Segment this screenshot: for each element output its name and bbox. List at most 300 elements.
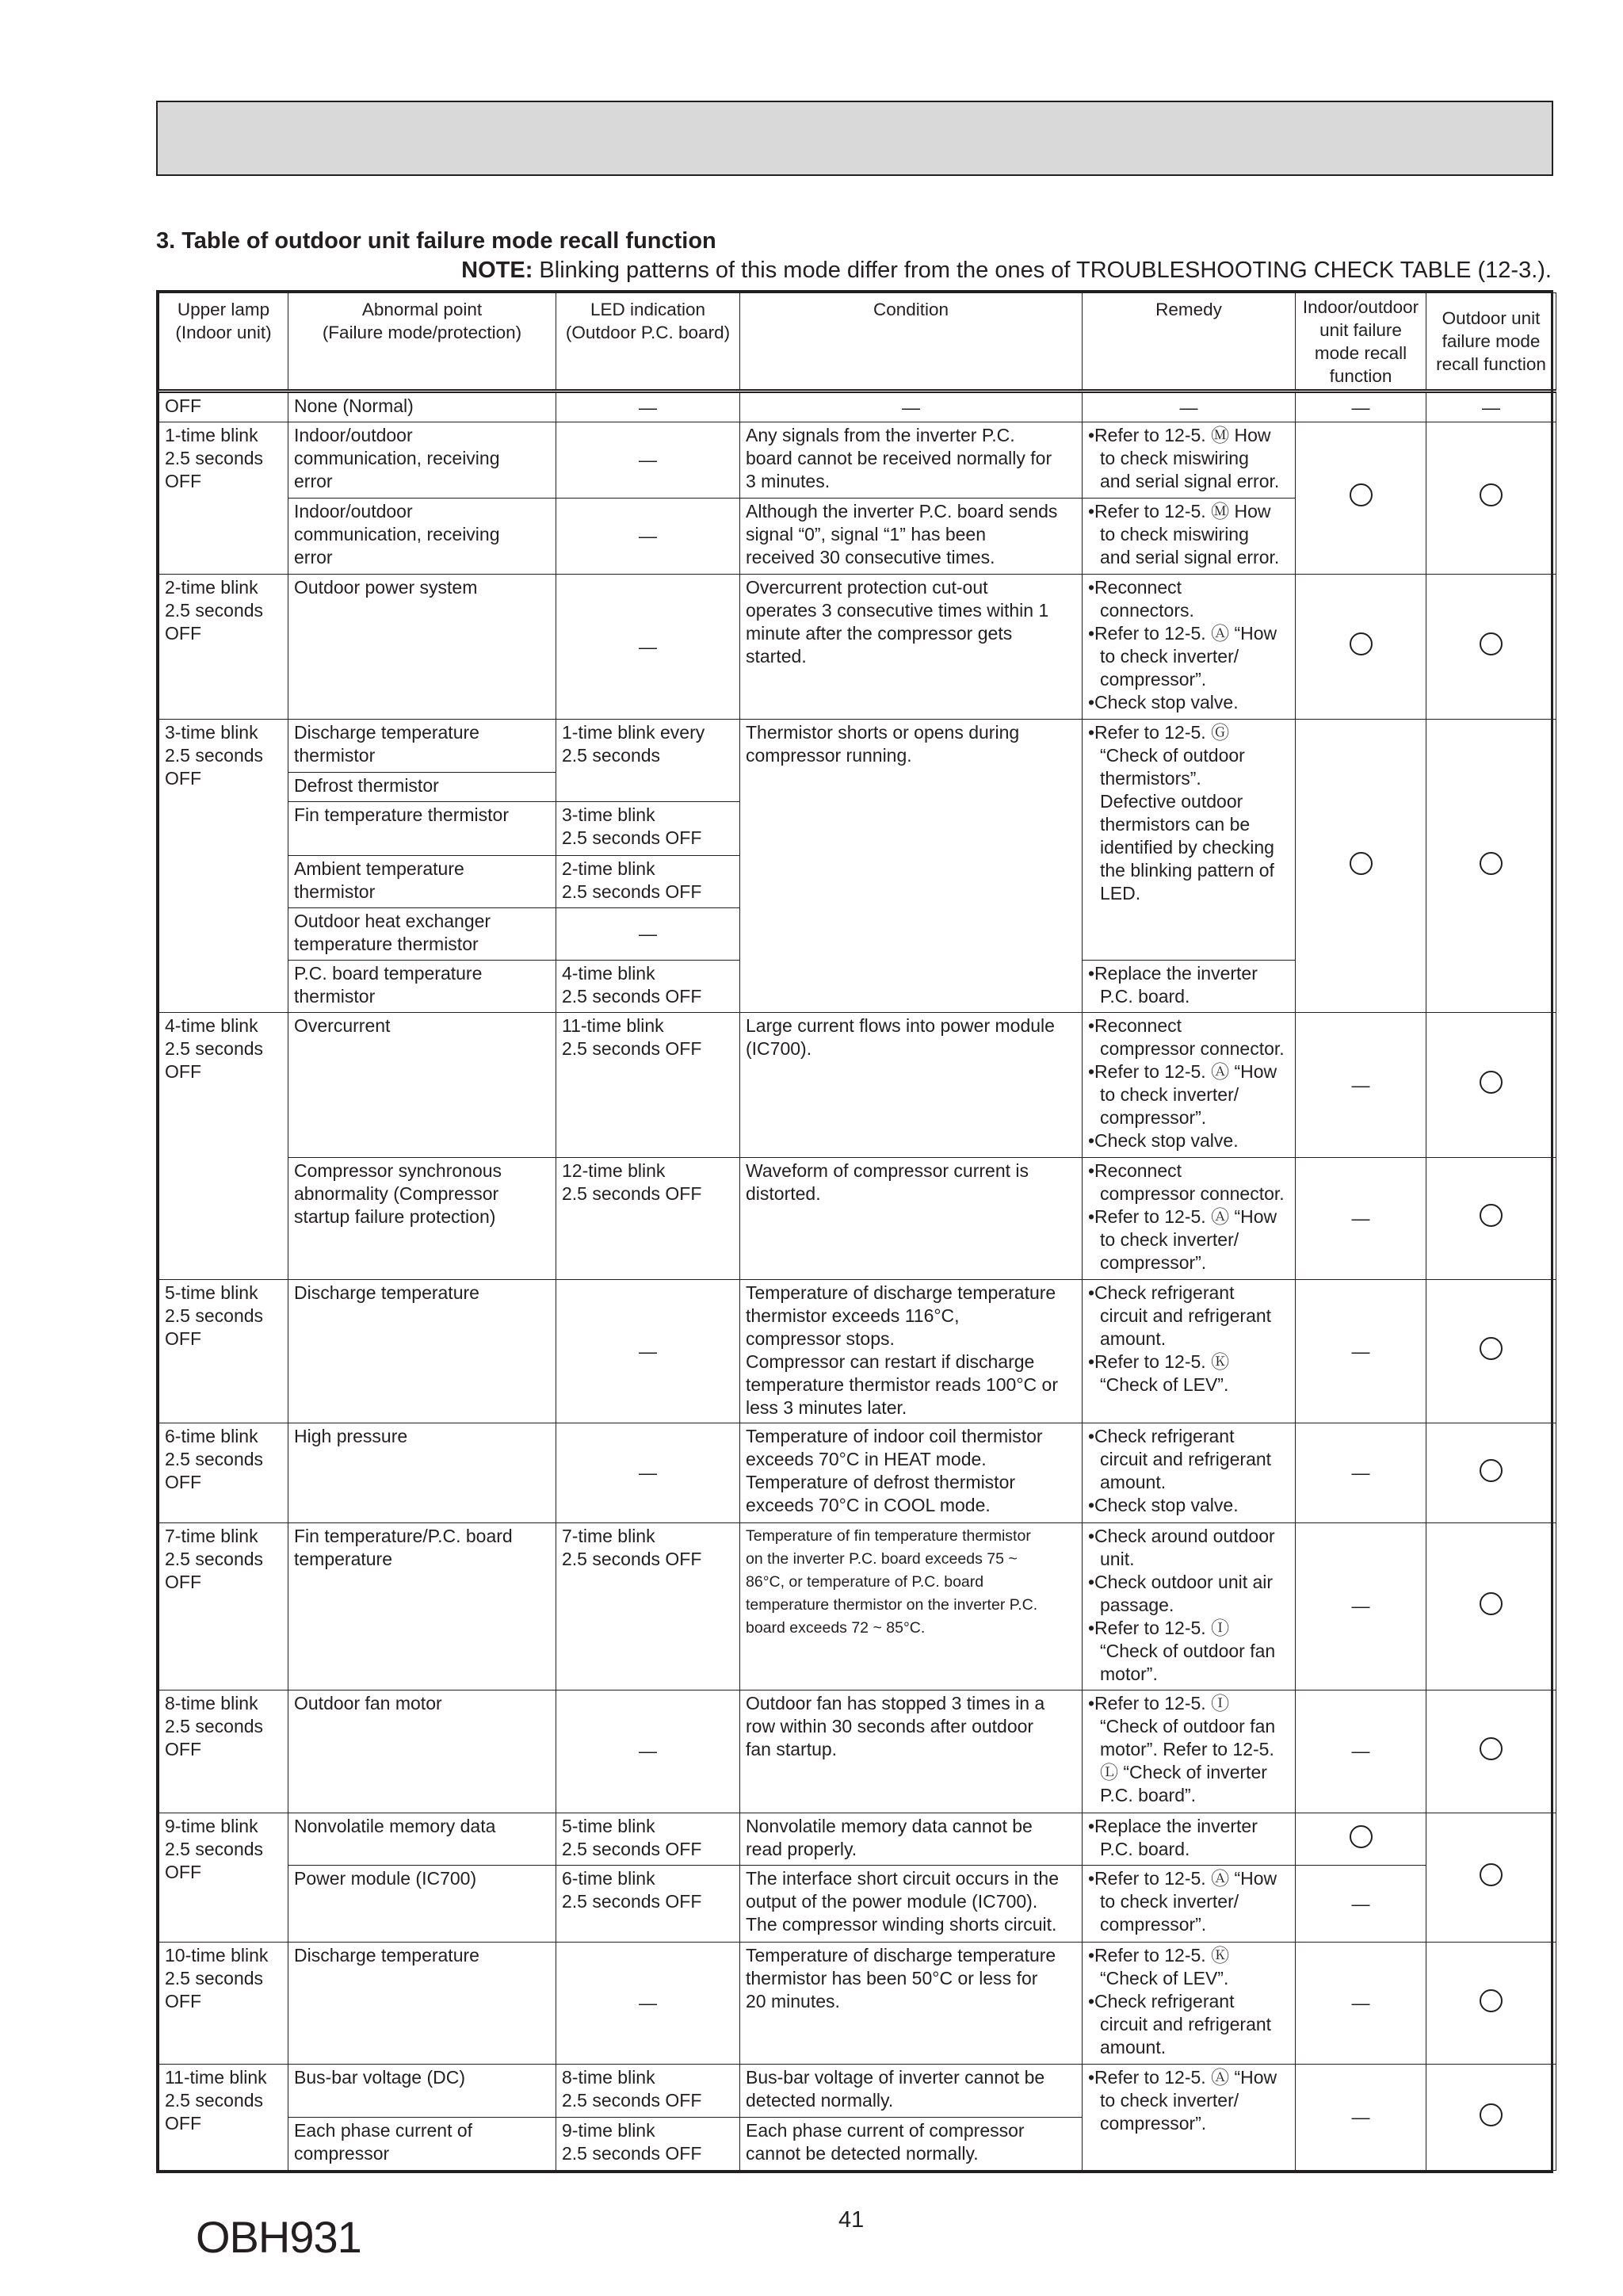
abnormal-cell: Outdoor fan motor: [288, 1690, 556, 1813]
abnormal-cell: [288, 422, 556, 498]
abnormal-cell: [288, 720, 556, 773]
page-number: 41: [838, 2207, 865, 2233]
cell-line: OFF: [165, 1990, 201, 2011]
cell-line: 2.5 seconds OFF: [562, 2142, 702, 2164]
cell-line: Compressor can restart if discharge: [746, 1350, 1035, 1372]
cell-line: 2.5 seconds: [165, 2090, 264, 2111]
dash-mark: —: [1351, 1893, 1370, 1914]
cell-line: failure mode: [1442, 331, 1541, 352]
cell-line: Each phase current of compressor: [746, 2119, 1025, 2141]
cell-line: OFF: [165, 2113, 201, 2134]
cell-line: received 30 consecutive times.: [746, 546, 995, 567]
cell-line: “Check of LEV”.: [1100, 1373, 1229, 1395]
dash-mark: —: [639, 449, 657, 470]
cell-line: thermistors can be: [1100, 814, 1251, 835]
circle-mark: [1480, 483, 1503, 506]
cell-line: 3-time blink: [165, 722, 258, 743]
cell-line: 2.5 seconds OFF: [562, 1891, 702, 1912]
cell-line: compressor”.: [1100, 1914, 1207, 1935]
cell-line: Temperature of defrost thermistor: [746, 1472, 1016, 1493]
condition-cell: [740, 1942, 1083, 2065]
cell-line: thermistor: [294, 881, 376, 902]
cell-line: 7-time blink: [165, 1525, 258, 1546]
led-cell: [556, 422, 740, 498]
cell-line: •Check refrigerant: [1088, 1990, 1235, 2011]
led-cell: [556, 392, 740, 422]
indoor-recall-cell: [1296, 1423, 1426, 1522]
cell-line: 2.5 seconds OFF: [562, 1548, 702, 1569]
table-row: [159, 1866, 1556, 1942]
cell-line: 2-time blink: [165, 577, 258, 598]
cell-line: Although the inverter P.C. board sends: [746, 500, 1058, 521]
section-title: 3. Table of outdoor unit failure mode recall function: [156, 228, 716, 254]
table-row: [159, 2065, 1556, 2117]
cell-line: Each phase current of: [294, 2119, 473, 2141]
cell-line: communication, receiving: [294, 447, 500, 468]
outdoor-recall-cell: [1426, 1690, 1556, 1813]
cell-line: 10-time blink: [165, 1944, 269, 1966]
cell-line: LED.: [1100, 883, 1141, 904]
condition-cell: [740, 2065, 1083, 2117]
cell-line: OFF: [165, 1472, 201, 1493]
led-cell: [556, 2065, 740, 2117]
cell-line: to check miswiring: [1100, 447, 1249, 468]
cell-line: •Reconnect: [1088, 1160, 1182, 1182]
cell-line: (Outdoor P.C. board): [565, 323, 731, 342]
cell-line: 2.5 seconds: [165, 745, 264, 766]
cell-line: 2.5 seconds OFF: [562, 1839, 702, 1860]
cell-line: •Refer to 12-5. Ⓚ: [1088, 1350, 1230, 1372]
indoor-recall-cell: [1296, 575, 1426, 720]
cell-line: Abnormal point: [361, 300, 483, 319]
table-row: [159, 1423, 1556, 1522]
cell-line: to check inverter/: [1100, 646, 1239, 667]
circle-mark: [1480, 1459, 1503, 1482]
cell-line: •Check refrigerant: [1088, 1426, 1235, 1447]
led-cell: [556, 802, 740, 855]
cell-line: “Check of LEV”.: [1100, 1967, 1229, 1988]
cell-line: amount.: [1100, 1328, 1167, 1349]
cell-line: and serial signal error.: [1100, 470, 1280, 491]
circle-mark: [1480, 1071, 1503, 1094]
cell-line: 2.5 seconds OFF: [562, 2090, 702, 2111]
cell-line: recall function: [1436, 354, 1546, 375]
cell-line: minute after the compressor gets: [746, 623, 1013, 644]
led-cell: [556, 1423, 740, 1522]
cell-line: amount.: [1100, 1472, 1167, 1493]
table-row: [159, 575, 1556, 720]
outdoor-recall-cell: [1426, 2065, 1556, 2171]
cell-line: P.C. board”.: [1100, 1784, 1197, 1805]
header-bar: [156, 101, 1553, 176]
cell-line: “Check of outdoor fan: [1100, 1640, 1276, 1661]
header-led-indication: [556, 293, 740, 392]
table-row: [159, 1522, 1556, 1690]
cell-line: function: [1329, 365, 1392, 386]
dash-mark: —: [1351, 396, 1370, 418]
circle-mark: [1480, 1737, 1503, 1760]
led-cell: [556, 1158, 740, 1280]
abnormal-cell: Discharge temperature: [288, 1279, 556, 1423]
circle-mark: [1480, 1337, 1503, 1360]
cell-line: P.C. board temperature: [294, 963, 483, 984]
outdoor-recall-cell: [1426, 720, 1556, 1013]
indoor-recall-cell: [1296, 1942, 1426, 2065]
cell-line: •Reconnect: [1088, 1015, 1182, 1037]
dash-mark: —: [639, 1740, 657, 1762]
condition-cell: [740, 1866, 1083, 1942]
cell-line: Nonvolatile memory data cannot be: [746, 1816, 1033, 1837]
cell-line: compressor: [294, 2142, 390, 2164]
cell-line: the blinking pattern of: [1100, 860, 1274, 881]
cell-line: abnormality (Compressor: [294, 1183, 499, 1205]
dash-mark: —: [639, 636, 657, 657]
indoor-recall-cell: [1296, 720, 1426, 1013]
indoor-recall-cell: [1296, 1522, 1426, 1690]
abnormal-cell: [288, 855, 556, 907]
cell-line: unit.: [1100, 1548, 1135, 1569]
circle-mark: [1480, 1989, 1503, 2012]
cell-line: 2.5 seconds: [165, 447, 264, 468]
condition-cell: [740, 392, 1083, 422]
abnormal-cell: [288, 1522, 556, 1690]
indoor-recall-cell: [1296, 1013, 1426, 1158]
led-cell: [556, 907, 740, 960]
table-row: [159, 422, 1556, 498]
cell-line: 4-time blink: [562, 963, 655, 984]
cell-line: circuit and refrigerant: [1100, 1449, 1272, 1470]
cell-line: compressor”.: [1100, 1107, 1207, 1129]
lamp-cell: [159, 1813, 288, 1943]
cell-line: on the inverter P.C. board exceeds 75 ~: [746, 1549, 1018, 1568]
cell-line: •Refer to 12-5. Ⓐ “How: [1088, 1206, 1277, 1228]
cell-line: motor”. Refer to 12-5.: [1100, 1738, 1274, 1759]
abnormal-cell: Defrost thermistor: [288, 773, 556, 802]
cell-line: 5-time blink: [562, 1816, 655, 1837]
cell-line: error: [294, 546, 333, 567]
table-header-row: [159, 293, 1556, 392]
cell-line: exceeds 70°C in COOL mode.: [746, 1495, 991, 1516]
abnormal-cell: High pressure: [288, 1423, 556, 1522]
cell-line: •Refer to 12-5. Ⓜ How: [1088, 424, 1271, 445]
led-cell: [556, 1813, 740, 1866]
led-cell: [556, 1690, 740, 1813]
condition-cell: [740, 1423, 1083, 1522]
cell-line: “Check of outdoor: [1100, 745, 1245, 766]
cell-line: compressor”.: [1100, 2113, 1207, 2134]
cell-line: 2.5 seconds: [165, 1548, 264, 1569]
cell-line: to check miswiring: [1100, 523, 1249, 544]
cell-line: •Check stop valve.: [1088, 692, 1239, 713]
dash-mark: —: [639, 1340, 657, 1362]
header-abnormal-point: [288, 293, 556, 392]
circle-mark: [1350, 632, 1373, 655]
cell-line: •Check around outdoor: [1088, 1525, 1275, 1546]
cell-line: Temperature of discharge temperature: [746, 1282, 1056, 1303]
cell-line: 4-time blink: [165, 1015, 258, 1037]
cell-line: •Refer to 12-5. Ⓚ: [1088, 1944, 1230, 1966]
cell-line: cannot be detected normally.: [746, 2142, 979, 2164]
cell-line: thermistors”.: [1100, 768, 1201, 789]
cell-line: 6-time blink: [165, 1426, 258, 1447]
table-row: [159, 392, 1556, 422]
condition-cell: [740, 1013, 1083, 1158]
cell-line: 5-time blink: [165, 1282, 258, 1303]
remedy-cell: [1083, 1522, 1296, 1690]
indoor-recall-cell: [1296, 1158, 1426, 1280]
cell-line: Outdoor heat exchanger: [294, 910, 491, 931]
cell-line: 2.5 seconds OFF: [562, 827, 702, 849]
cell-line: OFF: [165, 1571, 201, 1592]
lamp-cell: [159, 422, 288, 575]
cell-line: •Check stop valve.: [1088, 1130, 1239, 1152]
table-row: [159, 1158, 1556, 1280]
cell-line: P.C. board.: [1100, 1839, 1190, 1860]
cell-line: mode recall: [1314, 342, 1407, 363]
cell-line: Bus-bar voltage of inverter cannot be: [746, 2067, 1045, 2088]
cell-line: communication, receiving: [294, 523, 500, 544]
dash-mark: —: [639, 1992, 657, 2014]
circle-mark: [1480, 1863, 1503, 1886]
cell-line: temperature: [294, 1548, 393, 1569]
condition-cell: [740, 575, 1083, 720]
dash-mark: —: [1351, 2107, 1370, 2128]
condition-cell: [740, 2117, 1083, 2170]
led-cell: [556, 498, 740, 574]
condition-cell: [740, 720, 1083, 1013]
abnormal-cell: Nonvolatile memory data: [288, 1813, 556, 1866]
cell-line: (Failure mode/protection): [322, 323, 522, 342]
cell-line: •Check stop valve.: [1088, 1495, 1239, 1516]
lamp-cell: [159, 1013, 288, 1279]
cell-line: row within 30 seconds after outdoor: [746, 1715, 1034, 1736]
dash-mark: —: [639, 923, 657, 945]
cell-line: Large current flows into power module: [746, 1015, 1055, 1037]
cell-line: compressor stops.: [746, 1328, 895, 1349]
dash-mark: —: [902, 396, 920, 418]
cell-line: Waveform of compressor current is: [746, 1160, 1029, 1182]
cell-line: thermistor exceeds 116°C,: [746, 1305, 960, 1326]
led-cell: [556, 1279, 740, 1423]
remedy-cell: [1083, 1279, 1296, 1423]
remedy-cell: [1083, 422, 1296, 498]
cell-line: 2.5 seconds: [165, 1305, 264, 1326]
cell-line: OFF: [165, 1061, 201, 1083]
cell-line: OFF: [165, 1738, 201, 1759]
outdoor-recall-cell: [1426, 1522, 1556, 1690]
cell-line: connectors.: [1100, 600, 1194, 621]
header-indoor-outdoor-recall: [1296, 293, 1426, 392]
cell-line: 8-time blink: [165, 1692, 258, 1713]
cell-line: “Check of outdoor fan: [1100, 1715, 1276, 1736]
cell-line: output of the power module (IC700).: [746, 1891, 1038, 1912]
lamp-cell: [159, 1522, 288, 1690]
cell-line: compressor”.: [1100, 669, 1207, 690]
cell-line: 11-time blink: [165, 2067, 267, 2088]
outdoor-recall-cell: [1426, 1158, 1556, 1280]
led-cell: [556, 1013, 740, 1158]
cell-line: LED indication: [590, 300, 706, 319]
cell-line: 2.5 seconds: [165, 1449, 264, 1470]
cell-line: Indoor/outdoor: [294, 424, 413, 445]
cell-line: compressor”.: [1100, 1252, 1207, 1274]
cell-line: 20 minutes.: [746, 1990, 840, 2011]
led-cell: [556, 1522, 740, 1690]
cell-line: •Refer to 12-5. Ⓜ How: [1088, 500, 1271, 521]
cell-line: (IC700).: [746, 1038, 812, 1060]
cell-line: error: [294, 470, 333, 491]
remedy-cell: [1083, 1866, 1296, 1942]
cell-line: OFF: [165, 1328, 201, 1349]
cell-line: compressor running.: [746, 745, 912, 766]
cell-line: The interface short circuit occurs in the: [746, 1868, 1059, 1889]
cell-line: and serial signal error.: [1100, 546, 1280, 567]
cell-line: fan startup.: [746, 1738, 838, 1759]
cell-line: 9-time blink: [562, 2119, 655, 2141]
led-cell: [556, 1866, 740, 1942]
lamp-cell: [159, 1942, 288, 2065]
cell-line: board exceeds 72 ~ 85°C.: [746, 1618, 926, 1637]
cell-line: 7-time blink: [562, 1525, 655, 1546]
outdoor-recall-cell: [1426, 392, 1556, 422]
cell-line: temperature thermistor on the inverter P.C.: [746, 1595, 1038, 1614]
circle-mark: [1480, 1204, 1503, 1227]
table-row: [159, 1813, 1556, 1866]
lamp-cell: [159, 1279, 288, 1423]
cell-line: Temperature of indoor coil thermistor: [746, 1426, 1043, 1447]
cell-line: (Indoor unit): [175, 323, 272, 342]
circle-mark: [1480, 852, 1503, 875]
cell-line: started.: [746, 646, 807, 667]
lamp-cell: [159, 1690, 288, 1813]
cell-line: 2.5 seconds: [562, 745, 661, 766]
cell-line: motor”.: [1100, 1663, 1158, 1684]
cell-line: exceeds 70°C in HEAT mode.: [746, 1449, 987, 1470]
lamp-cell: OFF: [159, 392, 288, 422]
table-row: [159, 720, 1556, 773]
failure-mode-table: [156, 290, 1553, 2173]
indoor-recall-cell: [1296, 392, 1426, 422]
cell-line: P.C. board.: [1100, 986, 1190, 1007]
remedy-cell: [1083, 1942, 1296, 2065]
cell-line: Overcurrent protection cut-out: [746, 577, 988, 598]
cell-line: board cannot be received normally for: [746, 447, 1052, 468]
cell-line: OFF: [165, 1862, 201, 1883]
cell-line: 1-time blink every: [562, 722, 705, 743]
cell-line: amount.: [1100, 2036, 1167, 2057]
cell-line: 8-time blink: [562, 2067, 655, 2088]
remedy-cell: [1083, 961, 1296, 1013]
cell-line: read properly.: [746, 1839, 857, 1860]
cell-line: 11-time blink: [562, 1015, 664, 1037]
cell-line: compressor connector.: [1100, 1183, 1285, 1205]
note-text: Blinking patterns of this mode differ from the ones of TROUBLESHOOTING CHECK TABLE (12-3.).: [539, 258, 1552, 283]
abnormal-cell: Overcurrent: [288, 1013, 556, 1158]
dash-mark: —: [1482, 396, 1500, 418]
cell-line: 2.5 seconds: [165, 1839, 264, 1860]
condition-cell: [740, 1279, 1083, 1423]
abnormal-cell: None (Normal): [288, 392, 556, 422]
remedy-cell: [1083, 1013, 1296, 1158]
dash-mark: —: [639, 525, 657, 547]
cell-line: identified by checking: [1100, 837, 1274, 858]
cell-line: Temperature of discharge temperature: [746, 1944, 1056, 1966]
cell-line: 6-time blink: [562, 1868, 655, 1889]
cell-line: compressor connector.: [1100, 1038, 1285, 1060]
cell-line: unit failure: [1319, 319, 1402, 340]
header-upper-lamp: [159, 293, 288, 392]
cell-line: circuit and refrigerant: [1100, 2013, 1272, 2034]
header-condition: Condition: [740, 293, 1083, 392]
lamp-cell: [159, 720, 288, 1013]
dash-mark: —: [1351, 1740, 1370, 1762]
dash-mark: —: [1179, 396, 1198, 418]
cell-line: •Reconnect: [1088, 577, 1182, 598]
cell-line: Ambient temperature: [294, 858, 464, 879]
note-line: [461, 258, 1552, 284]
cell-line: to check inverter/: [1100, 1891, 1239, 1912]
remedy-cell: [1083, 1158, 1296, 1280]
remedy-cell: [1083, 1690, 1296, 1813]
outdoor-recall-cell: [1426, 1423, 1556, 1522]
cell-line: signal “0”, signal “1” has been: [746, 523, 986, 544]
indoor-recall-cell: [1296, 422, 1426, 575]
cell-line: 2.5 seconds: [165, 1715, 264, 1736]
cell-line: circuit and refrigerant: [1100, 1305, 1272, 1326]
outdoor-recall-cell: [1426, 1013, 1556, 1158]
dash-mark: —: [639, 396, 657, 418]
note-label: NOTE:: [461, 258, 533, 283]
remedy-cell: [1083, 1813, 1296, 1866]
cell-line: 2-time blink: [562, 858, 655, 879]
remedy-cell: [1083, 392, 1296, 422]
cell-line: •Refer to 12-5. Ⓐ “How: [1088, 1061, 1277, 1083]
outdoor-recall-cell: [1426, 1279, 1556, 1423]
cell-line: •Check refrigerant: [1088, 1282, 1235, 1303]
circle-mark: [1480, 1592, 1503, 1615]
cell-line: thermistor: [294, 986, 376, 1007]
led-cell: [556, 855, 740, 907]
cell-line: temperature thermistor reads 100°C or: [746, 1373, 1058, 1395]
cell-line: to check inverter/: [1100, 1084, 1239, 1106]
dash-mark: —: [1351, 1595, 1370, 1617]
circle-mark: [1480, 2103, 1503, 2126]
outdoor-recall-cell: [1426, 575, 1556, 720]
cell-line: Outdoor unit: [1442, 308, 1541, 329]
cell-line: •Refer to 12-5. Ⓐ “How: [1088, 2067, 1277, 2088]
dash-mark: —: [1351, 1340, 1370, 1362]
cell-line: •Replace the inverter: [1088, 1816, 1258, 1837]
indoor-recall-cell: [1296, 2065, 1426, 2171]
cell-line: •Refer to 12-5. Ⓖ: [1088, 722, 1230, 743]
circle-mark: [1350, 483, 1373, 506]
outdoor-recall-cell: [1426, 422, 1556, 575]
cell-line: OFF: [165, 768, 201, 789]
document-code: OBH931: [196, 2212, 361, 2262]
condition-cell: [740, 1522, 1083, 1690]
cell-line: to check inverter/: [1100, 2090, 1239, 2111]
cell-line: •Refer to 12-5. Ⓘ: [1088, 1692, 1230, 1713]
cell-line: Compressor synchronous: [294, 1160, 502, 1182]
abnormal-cell: [288, 961, 556, 1013]
dash-mark: —: [639, 1462, 657, 1484]
indoor-recall-cell: [1296, 1279, 1426, 1423]
cell-line: •Refer to 12-5. Ⓐ “How: [1088, 623, 1277, 644]
condition-cell: [740, 1813, 1083, 1866]
cell-line: Indoor/outdoor: [1302, 296, 1419, 317]
condition-cell: [740, 1158, 1083, 1280]
condition-cell: [740, 1690, 1083, 1813]
